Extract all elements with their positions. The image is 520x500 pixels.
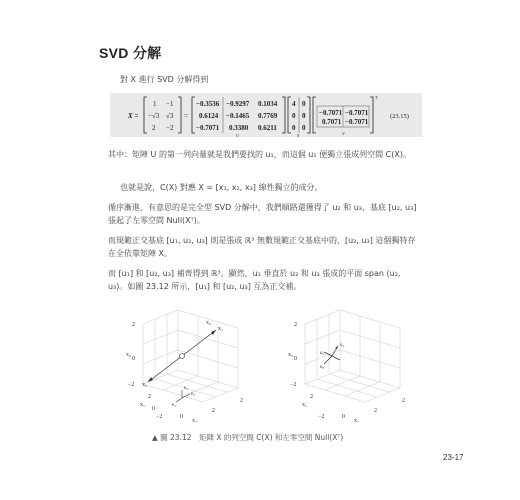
- vector-label: u₁: [340, 343, 345, 348]
- vector-label: e₂: [191, 392, 195, 397]
- tick-label: 0: [152, 406, 155, 412]
- s-cell: 0: [302, 100, 306, 108]
- section-heading: SVD 分解: [99, 45, 162, 61]
- vector-label: e₁: [172, 403, 176, 408]
- u-cell: −0.1465: [226, 112, 250, 120]
- paragraph: 而規範正交基底 [u₁, u₂, u₃] 則是張成 ℝ³ 無數規範正交基底中的，[u₂, u₃] 這個獨特存在全依靠矩陣 X。: [108, 236, 416, 258]
- x-cell: √3: [166, 112, 174, 120]
- vector-label: u₂: [320, 351, 325, 356]
- u-cell: −0.9297: [226, 100, 250, 108]
- vector-label: x₁: [218, 326, 224, 332]
- tick-label: −2: [156, 414, 163, 420]
- vector-label: e₃: [184, 386, 188, 391]
- u-vectors: [324, 346, 340, 364]
- u-cell: −0.7071: [196, 124, 220, 132]
- s-cell: 0: [292, 124, 296, 132]
- s-label: S: [297, 133, 300, 137]
- s-matrix: [288, 97, 310, 133]
- v-cell: −0.7071: [345, 109, 369, 117]
- v-matrix: [313, 97, 373, 133]
- u-label: U: [236, 133, 240, 137]
- page-number: 23-17: [443, 453, 464, 462]
- vector-label: x₂: [142, 382, 148, 388]
- u-cell: 0.3380: [229, 124, 249, 132]
- tick-label: 0: [342, 414, 345, 420]
- tick-label: 2: [294, 322, 297, 328]
- s-cell: 0: [302, 124, 306, 132]
- u-cell: 0.6124: [199, 112, 219, 120]
- x-cell: −2: [166, 124, 174, 132]
- paragraph: 而 [u₁] 和 [u₂, u₃] 補齊得到 ℝ³。顯然，u₁ 垂直於 u₂ 和 u₃ 張成的平面 span (u₂, u₃)。如圖 23.12 所示，[u₁] 和 [u₂, u₃] 互為正交補。: [108, 269, 401, 291]
- x-cell: −1: [166, 100, 174, 108]
- tick-label: 0: [132, 356, 135, 362]
- v-label: V: [342, 131, 345, 136]
- paragraph: 其中：矩陣 U 的第一列向量就是我們要找的 u₁，而這個 u₁ 便獨立張成列空間 C(X)。: [108, 150, 411, 159]
- axis-label: x₃: [126, 352, 132, 358]
- x-cell: 2: [152, 124, 156, 132]
- s-cell: 4: [292, 100, 296, 108]
- paragraph: 循序漸進，有意思的是完全型 SVD 分解中，我們順路還獲得了 u₂ 和 u₃，基底 [u₂, u₃] 張起了左零空間 Null(Xᵀ)。: [108, 203, 417, 225]
- intro-text: 對 X 進行 SVD 分解得到: [120, 75, 209, 84]
- tick-label: 2: [402, 398, 405, 404]
- figure-left-null-space: [280, 302, 412, 422]
- vector-label: u₃: [320, 365, 325, 370]
- x-cell: 1: [153, 100, 157, 108]
- tick-label: 0: [180, 414, 183, 420]
- tick-label: 0: [294, 356, 297, 362]
- tick-label: 2: [132, 322, 135, 328]
- axis-label: x₂: [354, 418, 360, 422]
- tick-label: 2: [148, 394, 151, 400]
- cube-grid: [305, 310, 400, 402]
- svd-equation: [110, 93, 422, 137]
- tick-label: −2: [290, 382, 297, 388]
- u-cell: 0.1034: [258, 100, 278, 108]
- paragraph: 也就是說，C(X) 對應 X = [x₁, x₂, x₃] 線性獨立的成分。: [120, 183, 323, 192]
- tick-label: −2: [318, 414, 325, 420]
- s-cell: 0: [302, 112, 306, 120]
- x-cell: −√3: [148, 112, 160, 120]
- svg-text:=: =: [184, 112, 188, 120]
- tick-label: 2: [310, 394, 313, 400]
- s-cell: 0: [292, 112, 296, 120]
- axis-label: x₁: [140, 402, 146, 408]
- equation-lhs: X =: [128, 112, 139, 120]
- tick-label: −2: [128, 382, 135, 388]
- u-cell: −0.3536: [196, 100, 220, 108]
- u-cell: 0.6211: [258, 124, 277, 132]
- axis-label: x₃: [288, 352, 294, 358]
- cube-grid: [143, 310, 238, 402]
- axis-label: x₂: [192, 418, 198, 422]
- figure-column-space: [118, 302, 250, 422]
- vector-label: x₃: [206, 320, 212, 326]
- v-cell: 0.7071: [322, 118, 342, 126]
- tick-label: 2: [240, 398, 243, 404]
- u-cell: 0.7769: [258, 112, 278, 120]
- axis-label: x₁: [302, 402, 308, 408]
- tick-label: 2: [212, 408, 215, 414]
- tick-label: 2: [374, 408, 377, 414]
- figure-caption: ▲ 圖 23.12 矩陣 X 的列空間 C(X) 和左零空間 Null(Xᵀ): [152, 433, 344, 442]
- x-matrix: [144, 97, 181, 133]
- transpose-mark: T: [375, 95, 378, 100]
- v-cell: −0.7071: [345, 118, 369, 126]
- v-cell: −0.7071: [319, 109, 343, 117]
- equation-number: (23.15): [390, 113, 409, 120]
- u-matrix: [192, 97, 285, 133]
